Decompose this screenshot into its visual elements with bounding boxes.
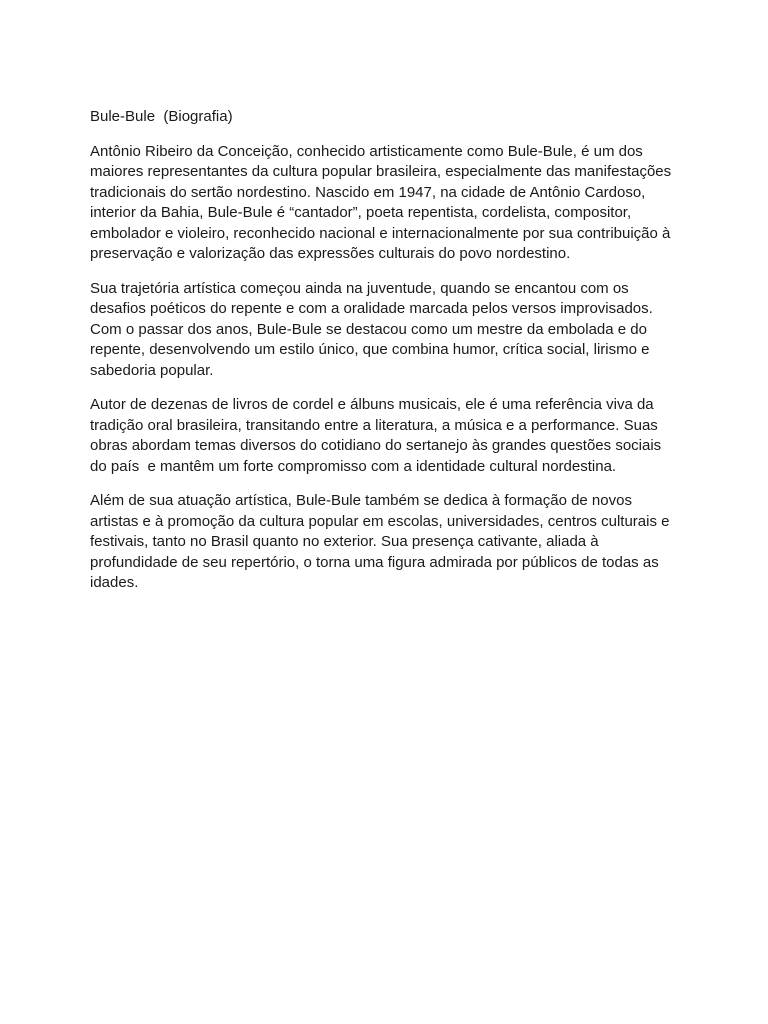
text-line: maiores representantes da cultura popular brasileira, especialmente das manifestações [90,163,672,180]
text-line: Além de sua atuação artística, Bule-Bule também se dedica à formação de novos [90,492,632,509]
text-line: repente, desenvolvendo um estilo único, que combina humor, crítica social, lirismo e [90,341,650,358]
text-line: tradição oral brasileira, transitando entre a literatura, a música e a performance. Suas [90,416,658,434]
document-body [90,107,680,608]
text-line: Com o passar dos anos, Bule-Bule se destacou como um mestre da embolada e do [90,320,647,338]
text-line: tradicionais do sertão nordestino. Nascido em 1947, na cidade de Antônio Cardoso, [90,183,646,201]
text-line: Autor de dezenas de livros de cordel e álbuns musicais, ele é uma referência viva da [90,396,654,413]
text-line: Sua trajetória artística começou ainda na juventude, quando se encantou com os [90,279,629,297]
text-line: obras abordam temas diversos do cotidiano do sertanejo às grandes questões sociais [90,437,662,454]
text-line: artistas e à promoção da cultura popular em escolas, universidades, centros culturais e [90,512,670,530]
text-line: do país e mantêm um forte compromisso com a identidade cultural nordestina. [90,457,617,475]
text-line: idades. [90,574,139,591]
paragraph-1 [90,142,680,265]
text-line: festivais, tanto no Brasil quanto no exterior. Sua presença cativante, aliada à [90,533,599,550]
text-line: preservação e valorização das expressões culturais do povo nordestino. [90,245,571,262]
paragraph-2 [90,279,680,382]
paragraph-3 [90,395,680,477]
text-line: interior da Bahia, Bule-Bule é “cantador”, poeta repentista, cordelista, compositor, [90,204,632,221]
paragraph-4 [90,491,680,594]
text-line: profundidade de seu repertório, o torna uma figura admirada por públicos de todas as [90,553,659,571]
document-title: Bule-Bule (Biografia) [90,108,233,125]
text-line: desafios poéticos do repente e com a oralidade marcada pelos versos improvisados. [90,300,653,317]
text-line: embolador e violeiro, reconhecido nacional e internacionalmente por sua contribuição à [90,224,671,242]
text-line: sabedoria popular. [90,361,214,379]
text-line: Antônio Ribeiro da Conceição, conhecido artisticamente como Bule-Bule, é um dos [90,142,643,160]
